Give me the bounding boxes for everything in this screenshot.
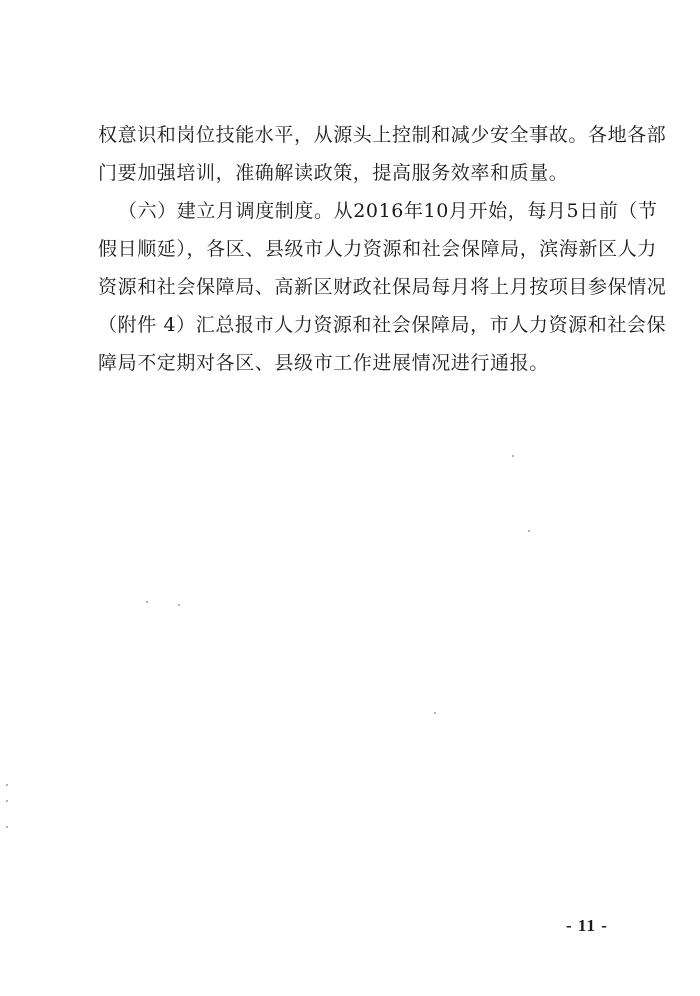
text-line: 障局不定期对各区、县级市工作进展情况进行通报。 <box>98 352 549 374</box>
scan-speck <box>434 712 436 714</box>
scan-speck <box>512 455 514 457</box>
text-line: 假日顺延），各区、县级市人力资源和社会保障局，滨海新区人力 <box>98 238 657 260</box>
scan-speck <box>146 601 148 603</box>
text-line: （附件 4）汇总报市人力资源和社会保障局，市人力资源和社会保 <box>98 314 667 336</box>
text-line: 权意识和岗位技能水平，从源头上控制和减少安全事故。各地各部 <box>98 124 667 146</box>
scan-speck <box>6 800 8 802</box>
scan-speck <box>6 826 8 828</box>
body-text <box>98 116 667 382</box>
page-number: - 11 - <box>566 916 608 935</box>
text-line: 资源和社会保障局、高新区财政社保局每月将上月按项目参保情况 <box>98 276 667 298</box>
scan-speck <box>528 530 530 532</box>
text-line: 门要加强培训，准确解读政策，提高服务效率和质量。 <box>98 162 569 184</box>
scan-speck <box>178 604 180 606</box>
scan-speck <box>6 784 8 786</box>
text-line: （六）建立月调度制度。从2016年10月开始，每月5日前（节 <box>118 200 658 222</box>
